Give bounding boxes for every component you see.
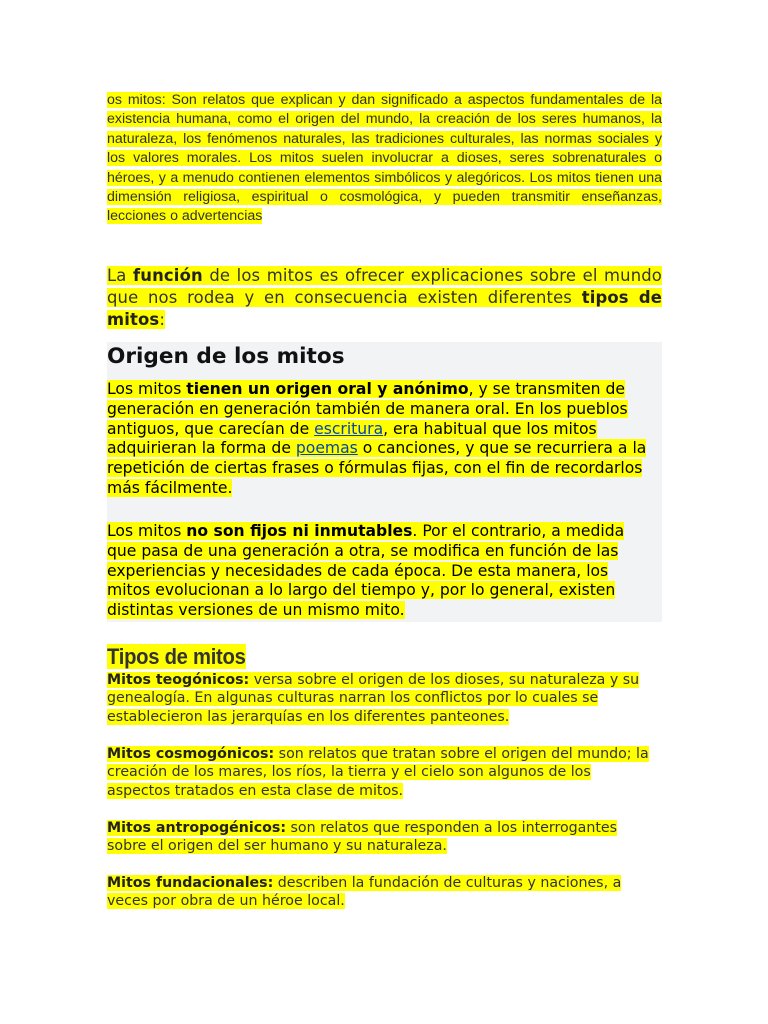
origen-p2-text-a: Los mitos	[107, 522, 187, 540]
origen-p1-text-b: , y se transmiten de generación en generación también de manera oral. En los pueblos antiguos, que carecían de	[107, 380, 628, 438]
funcion-bold-funcion: función	[133, 266, 203, 285]
origen-paragraph-2	[107, 522, 655, 621]
intro-paragraph	[107, 91, 662, 227]
origen-p1-text-c: , era habitual que los mitos adquirieran la forma de	[107, 419, 597, 458]
tipo-term: Mitos cosmogónicos:	[107, 746, 275, 762]
origen-p1-bold: tienen un origen oral y anónimo	[186, 380, 469, 398]
funcion-paragraph	[107, 265, 662, 332]
tipo-desc: son relatos que tratan sobre el origen del mundo; la creación de los mares, los ríos, la tierra y el cielo son algunos de los aspectos tratados en esta clase de mitos.	[107, 746, 649, 799]
tipo-desc: describen la fundación de culturas y naciones, a veces por obra de un héroe local.	[107, 875, 622, 910]
intro-text: os mitos: Son relatos que explican y dan significado a aspectos fundamentales de la existencia humana, como el origen del mundo, la creación de los seres humanos, la naturaleza, los fenómenos naturales, las tradiciones culturales, las normas sociales y los valores morales. Los mitos suelen involucrar a dioses, seres sobrenaturales o héroes, y a menudo contienen elementos simbólicos y alegóricos. Los mitos tienen una dimensión religiosa, espiritual o cosmológica, y pueden transmitir enseñanzas, lecciones o advertencias	[107, 92, 662, 225]
link-poemas[interactable]: poemas	[295, 439, 358, 458]
funcion-text-1: La	[107, 266, 134, 285]
origen-heading: Origen de los mitos	[107, 344, 345, 369]
tipo-item-fundacionales	[107, 874, 657, 911]
origen-p2-bold: no son fijos ni inmutables	[186, 522, 413, 540]
tipo-desc: versa sobre el origen de los dioses, su naturaleza y su genealogía. En algunas culturas narran los conflictos por lo cuales se establecieron las jerarquías en los diferentes panteones.	[107, 672, 640, 725]
tipo-term: Mitos antropogénicos:	[107, 820, 287, 836]
funcion-bold-tipos: tipos de mitos	[107, 288, 662, 330]
tipo-desc: son relatos que responden a los interrogantes sobre el origen del ser humano y su naturaleza.	[107, 820, 618, 855]
funcion-text-2: de los mitos es ofrecer explicaciones sobre el mundo que nos rodea y en consecuencia existen diferentes	[107, 266, 662, 308]
tipo-item-teogonicos	[107, 671, 657, 726]
origen-p2-text-b: . Por el contrario, a medida que pasa de una generación a otra, se modifica en función de las experiencias y necesidades de cada época. De esta manera, los mitos evolucionan a lo largo del tiempo y, por lo general, existen distintas versiones de un mismo mito.	[107, 522, 625, 620]
tipo-term: Mitos fundacionales:	[107, 875, 274, 891]
tipo-term: Mitos teogónicos:	[107, 672, 250, 688]
tipo-item-cosmogonicos	[107, 745, 657, 800]
tipo-item-antropogenicos	[107, 819, 657, 856]
origen-p1-text-d: o canciones, y que se recurriera a la repetición de ciertas frases o fórmulas fijas, con el fin de recordarlos más fácilmente.	[107, 439, 647, 497]
origen-p1-text-a: Los mitos	[107, 380, 187, 398]
funcion-text-3: :	[159, 310, 165, 330]
origen-section	[107, 342, 662, 622]
origen-paragraph-1	[107, 380, 655, 499]
link-escritura[interactable]: escritura	[314, 419, 384, 438]
tipos-heading	[107, 644, 246, 670]
tipos-heading-text: Tipos de mitos	[107, 644, 246, 669]
